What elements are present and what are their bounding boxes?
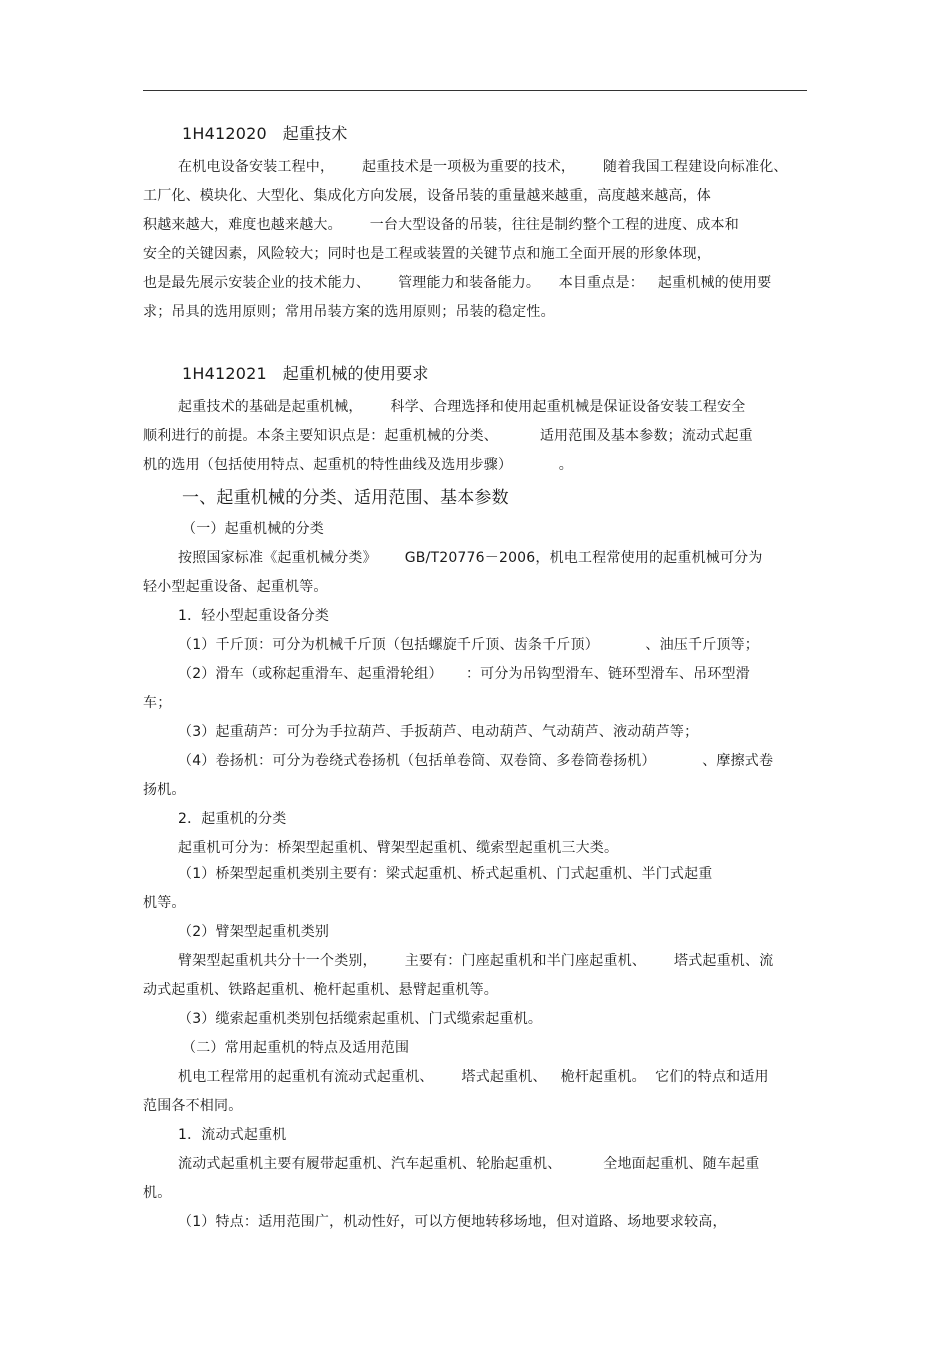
subheading: （二）常用起重机的特点及适用范围	[182, 1040, 410, 1056]
paragraph-line: 机电工程常用的起重机有流动式起重机、 塔式起重机、 桅杆起重机。 它们的特点和适用	[178, 1069, 769, 1085]
list-item: （2）滑车（或称起重滑车、起重滑轮组） ：可分为吊钩型滑车、链环型滑车、吊环型滑	[178, 666, 750, 682]
list-item: （2）臂架型起重机类别	[178, 924, 330, 940]
paragraph-line: 机的选用（包括使用特点、起重机的特性曲线及选用步骤） 。	[143, 457, 573, 473]
list-item: （4）卷扬机：可分为卷绕式卷扬机（包括单卷筒、双卷筒、多卷筒卷扬机） 、摩擦式卷	[178, 753, 774, 769]
paragraph-line: 安全的关键因素，风险较大；同时也是工程或装置的关键节点和施工全面开展的形象体现，	[143, 246, 711, 262]
list-item: （3）起重葫芦：可分为手拉葫芦、手扳葫芦、电动葫芦、气动葫芦、液动葫芦等；	[178, 724, 699, 740]
subheading: 1．流动式起重机	[178, 1127, 287, 1143]
subheading: 2．起重机的分类	[178, 811, 287, 827]
paragraph-line: 顺利进行的前提。本条主要知识点是：起重机械的分类、 适用范围及基本参数；流动式起重	[143, 428, 753, 444]
paragraph-line: 也是最先展示安装企业的技术能力、 管理能力和装备能力。 本目重点是： 起重机械的使用要	[143, 275, 772, 291]
subheading: 1．轻小型起重设备分类	[178, 608, 330, 624]
subheading: （一）起重机械的分类	[182, 521, 324, 537]
paragraph-line: 按照国家标准《起重机械分类》 GB/T20776－2006，机电工程常使用的起重机械可分为	[178, 550, 763, 566]
paragraph-line: 臂架型起重机共分十一个类别， 主要有：门座起重机和半门座起重机、 塔式起重机、流	[178, 953, 774, 969]
paragraph-line: 起重机可分为：桥架型起重机、臂架型起重机、缆索型起重机三大类。	[178, 840, 619, 856]
list-item: （3）缆索起重机类别包括缆索起重机、门式缆索起重机。	[178, 1011, 543, 1027]
paragraph-line: 机。	[143, 1185, 172, 1201]
paragraph-line: 动式起重机、铁路起重机、桅杆起重机、悬臂起重机等。	[143, 982, 498, 998]
paragraph-line: 流动式起重机主要有履带起重机、汽车起重机、轮胎起重机、 全地面起重机、随车起重	[178, 1156, 760, 1172]
paragraph-line: 范围各不相同。	[143, 1098, 243, 1114]
subsection-heading: 一、起重机械的分类、适用范围、基本参数	[182, 488, 509, 508]
list-item: （1）千斤顶：可分为机械千斤顶（包括螺旋千斤顶、齿条千斤顶） 、油压千斤顶等；	[178, 637, 760, 653]
paragraph-line: 求；吊具的选用原则；常用吊装方案的选用原则；吊装的稳定性。	[143, 304, 555, 320]
header-rule	[143, 90, 807, 91]
list-item-continuation: 扬机。	[143, 782, 186, 798]
list-item-continuation: 机等。	[143, 895, 186, 911]
paragraph-line: 积越来越大，难度也越来越大。 一台大型设备的吊装，往往是制约整个工程的进度、成本和	[143, 217, 739, 233]
paragraph-line: 轻小型起重设备、起重机等。	[143, 579, 328, 595]
list-item: （1）特点：适用范围广，机动性好，可以方便地转移场地，但对道路、场地要求较高，	[178, 1214, 727, 1230]
paragraph-line: 在机电设备安装工程中， 起重技术是一项极为重要的技术， 随着我国工程建设向标准化、	[178, 159, 788, 175]
paragraph-line: 起重技术的基础是起重机械， 科学、合理选择和使用起重机械是保证设备安装工程安全	[178, 399, 746, 415]
list-item-continuation: 车；	[143, 695, 172, 711]
list-item: （1）桥架型起重机类别主要有：梁式起重机、桥式起重机、门式起重机、半门式起重	[178, 866, 713, 882]
section-heading-1h412021: 1H412021 起重机械的使用要求	[182, 364, 429, 383]
paragraph-line: 工厂化、模块化、大型化、集成化方向发展，设备吊装的重量越来越重，高度越来越高，体	[143, 188, 711, 204]
section-heading-1h412020: 1H412020 起重技术	[182, 124, 348, 143]
